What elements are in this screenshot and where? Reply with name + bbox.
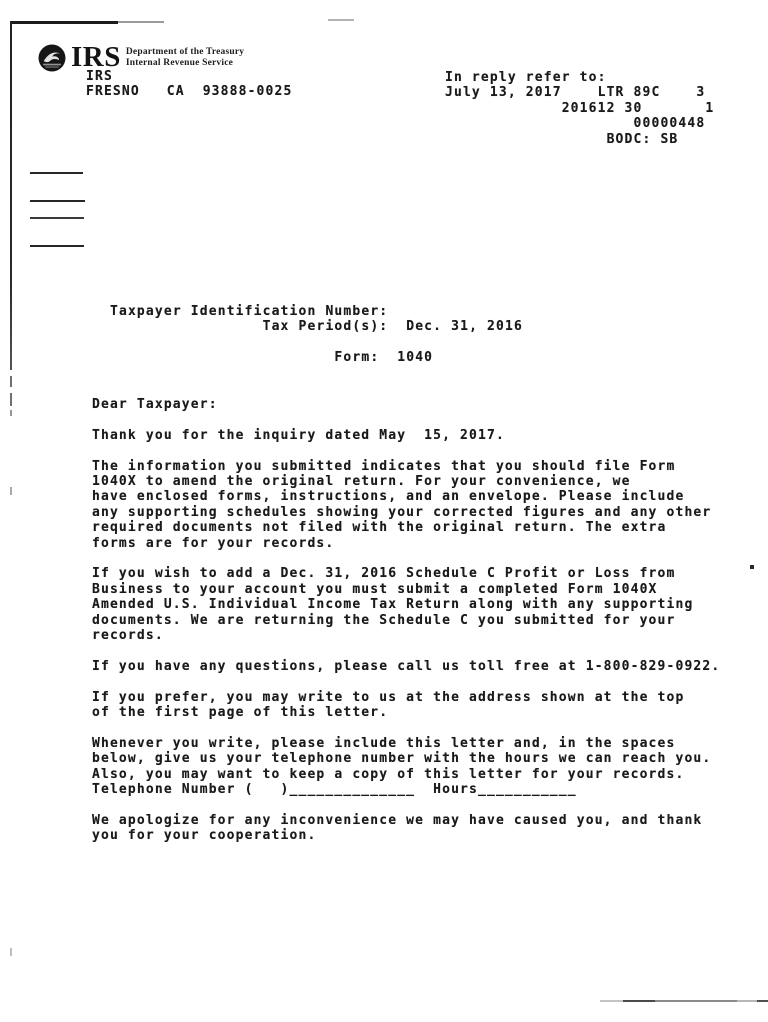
- body-paragraph: [92, 659, 720, 674]
- scan-top-dash-mark: [328, 19, 354, 21]
- tax-info-line: Form: 1040: [110, 350, 434, 366]
- body-paragraph: [92, 459, 720, 551]
- scan-left-edge-speck: [10, 487, 12, 495]
- redacted-address-line: [30, 245, 84, 247]
- body-line: documents. We are returning the Schedule C you submitted for your: [92, 612, 676, 628]
- department-line-2: Internal Revenue Service: [125, 57, 234, 68]
- body-line: If you wish to add a Dec. 31, 2016 Schedule C Profit or Loss from: [92, 566, 676, 582]
- body-paragraph: [92, 566, 720, 643]
- body-line: required documents not filed with the original return. The extra: [92, 520, 667, 536]
- body-line: 1040X to amend the original return. For your convenience, we: [92, 474, 631, 489]
- scan-corner-top-line: [10, 21, 118, 24]
- tax-info-line: [110, 335, 523, 350]
- body-line: Whenever you write, please include this letter and, in the spaces: [92, 735, 676, 751]
- scan-left-edge-line: [10, 21, 12, 370]
- reply-reference-block: [445, 70, 714, 147]
- department-caption: [126, 47, 244, 68]
- redacted-address-line: [30, 200, 85, 202]
- body-line: any supporting schedules showing your corrected figures and any other: [92, 504, 712, 520]
- reply-reference-line: In reply refer to:: [445, 70, 607, 85]
- sender-address-line: IRS: [86, 69, 113, 84]
- irs-wordmark: IRS: [71, 41, 121, 73]
- body-line: of the first page of this letter.: [92, 705, 389, 721]
- sender-address-line: FRESNO CA 93888-0025: [86, 84, 293, 100]
- reply-reference-line: 00000448: [445, 116, 706, 132]
- body-line: Dear Taxpayer:: [92, 397, 218, 412]
- body-line: forms are for your records.: [92, 535, 335, 551]
- body-paragraph: [92, 428, 720, 443]
- body-line: below, give us your telephone number with the hours we can reach you.: [92, 751, 712, 767]
- reply-reference-line: BODC: SB: [445, 131, 679, 147]
- scan-left-edge-dash: [10, 393, 12, 406]
- irs-eagle-logo-icon: [38, 44, 66, 72]
- body-paragraph: [92, 813, 720, 844]
- sender-address-block: [86, 69, 292, 100]
- redacted-address-line: [30, 172, 83, 174]
- scan-bottom-line-segment: [600, 1000, 623, 1002]
- scan-corner-top-line-faded: [118, 21, 164, 23]
- body-line: records.: [92, 628, 164, 644]
- body-line: Telephone Number ( )______________ Hours___________: [92, 782, 577, 798]
- scan-bottom-line-segment: [655, 1000, 737, 1002]
- body-line: Business to your account you must submit a completed Form 1040X: [92, 581, 658, 597]
- body-paragraph: [92, 736, 720, 798]
- scan-bottom-line-segment: [737, 1000, 757, 1002]
- tax-info-block: [110, 304, 523, 366]
- irs-letterhead: [38, 41, 245, 73]
- body-line: you for your cooperation.: [92, 828, 317, 844]
- body-line: Also, you may want to keep a copy of this letter for your records.: [92, 766, 685, 782]
- body-line: The information you submitted indicates that you should file Form: [92, 458, 676, 474]
- body-line: Thank you for the inquiry dated May 15, 2017.: [92, 427, 505, 443]
- redacted-address-line: [30, 217, 84, 219]
- scan-left-edge-speck: [10, 948, 12, 956]
- department-line-1: Department of the Treasury: [125, 47, 245, 57]
- body-paragraph: [92, 397, 720, 412]
- body-line: Amended U.S. Individual Income Tax Return along with any supporting: [92, 597, 694, 613]
- tax-info-line: Taxpayer Identification Number:: [110, 304, 389, 319]
- body-paragraph: [92, 690, 720, 721]
- scan-bottom-line-segment: [623, 1000, 655, 1002]
- body-line: If you have any questions, please call us toll free at 1-800-829-0922.: [92, 658, 721, 674]
- tax-info-line: Tax Period(s): Dec. 31, 2016: [110, 319, 523, 335]
- scan-left-edge-dash: [10, 410, 12, 416]
- scan-left-edge-dash: [10, 376, 12, 387]
- body-line: have enclosed forms, instructions, and an envelope. Please include: [92, 489, 685, 505]
- reply-reference-line: July 13, 2017 LTR 89C 3: [445, 85, 706, 101]
- scan-ink-speck: [750, 565, 754, 569]
- letter-body: [92, 397, 720, 844]
- body-line: We apologize for any inconvenience we may have caused you, and thank: [92, 812, 703, 828]
- body-line: If you prefer, you may write to us at the address shown at the top: [92, 689, 685, 705]
- reply-reference-line: 201612 30 1: [445, 100, 715, 116]
- scan-bottom-line-segment: [757, 1000, 768, 1002]
